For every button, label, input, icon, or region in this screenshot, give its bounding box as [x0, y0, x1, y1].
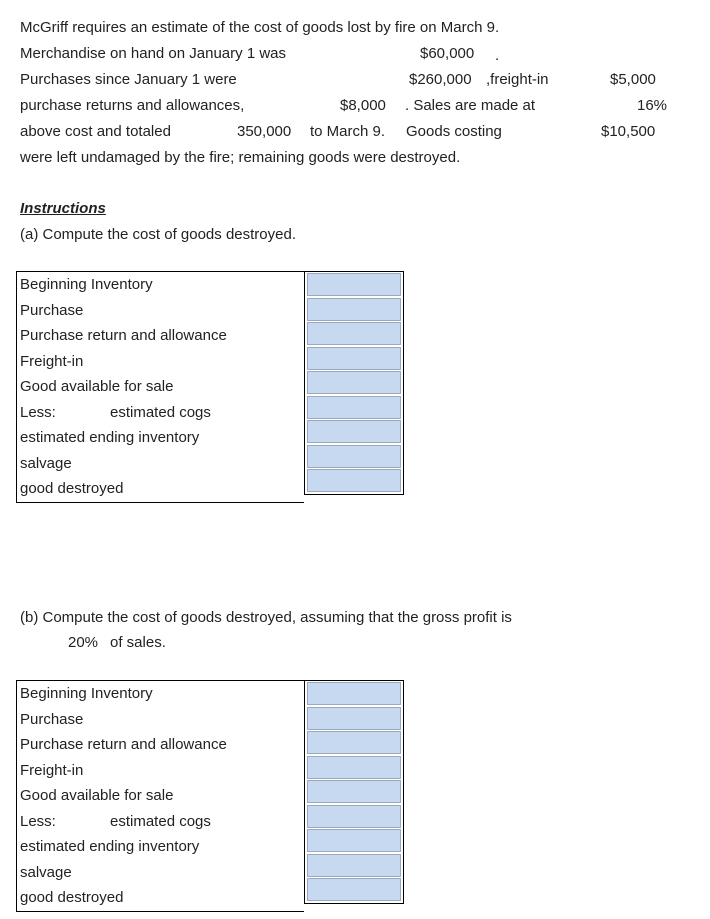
row-sublabel: estimated cogs: [110, 403, 211, 421]
input-cell-purchase[interactable]: [307, 707, 401, 730]
row-label: Purchase return and allowance: [20, 736, 227, 753]
input-cell-salvage[interactable]: [307, 445, 401, 468]
table-row: [17, 323, 304, 349]
input-cell-beginning-inventory[interactable]: [307, 273, 401, 296]
table-row: [17, 451, 304, 477]
row-label: good destroyed: [20, 889, 124, 906]
input-cell-purchase[interactable]: [307, 298, 401, 321]
problem-line-1: McGriff requires an estimate of the cost of goods lost by fire on March 9.: [20, 19, 500, 36]
row-label: Purchase return and allowance: [20, 327, 227, 344]
dot-mark: .: [495, 47, 500, 64]
table-row: [17, 298, 304, 324]
table-row: [17, 732, 304, 758]
row-label: Good available for sale: [20, 378, 174, 395]
input-cell-ending-inventory[interactable]: [307, 829, 401, 852]
input-cell-freight-in[interactable]: [307, 756, 401, 779]
table-row: [17, 374, 304, 400]
input-cell-salvage[interactable]: [307, 854, 401, 877]
returns-value: $8,000: [340, 97, 386, 114]
row-label: Beginning Inventory: [20, 276, 153, 293]
freight-in-value: $5,000: [610, 71, 656, 88]
problem-line-6: were left undamaged by the fire; remaining goods were destroyed.: [20, 149, 461, 166]
returns-label: purchase returns and allowances,: [20, 97, 245, 114]
table-row: [17, 681, 304, 707]
table-row: [17, 860, 304, 886]
input-cell-beginning-inventory[interactable]: [307, 682, 401, 705]
table-a-input-column: [304, 271, 404, 495]
table-row: [17, 476, 304, 502]
input-cell-goods-available[interactable]: [307, 780, 401, 803]
row-label: Less:: [20, 403, 56, 421]
table-row: [17, 707, 304, 733]
markup-value: 16%: [637, 97, 668, 114]
input-cell-freight-in[interactable]: [307, 347, 401, 370]
input-cell-purchase-return[interactable]: [307, 731, 401, 754]
input-cell-goods-destroyed[interactable]: [307, 469, 401, 492]
table-row: [17, 425, 304, 451]
table-row: [17, 272, 304, 298]
table-b-labels: [16, 680, 304, 912]
purchases-label: Purchases since January 1 were: [20, 71, 237, 88]
undamaged-value: $10,500: [601, 123, 656, 140]
instructions-heading: Instructions: [20, 200, 106, 217]
part-b-text: (b) Compute the cost of goods destroyed, assuming that the gross profit is: [20, 609, 512, 626]
row-label: Beginning Inventory: [20, 685, 153, 702]
freight-in-label: ,freight-in: [486, 71, 549, 88]
row-label: Purchase: [20, 301, 84, 319]
part-b-rest: of sales.: [110, 634, 166, 651]
row-label: estimated ending inventory: [20, 838, 200, 855]
table-row: [17, 400, 304, 426]
table-row: [17, 834, 304, 860]
to-march-text: to March 9.: [310, 123, 386, 140]
input-cell-purchase-return[interactable]: [307, 322, 401, 345]
row-label: good destroyed: [20, 480, 124, 497]
row-label: estimated ending inventory: [20, 429, 200, 446]
table-row: [17, 783, 304, 809]
input-cell-estimated-cogs[interactable]: [307, 396, 401, 419]
row-label: Good available for sale: [20, 787, 174, 804]
table-row: [17, 349, 304, 375]
sales-total-value: 350,000: [237, 123, 292, 140]
table-row: [17, 885, 304, 911]
table-row: [17, 758, 304, 784]
merchandise-value: $60,000: [420, 45, 475, 62]
merchandise-label: Merchandise on hand on January 1 was: [20, 45, 287, 62]
input-cell-goods-available[interactable]: [307, 371, 401, 394]
table-a-labels: [16, 271, 304, 503]
table-b-input-column: [304, 680, 404, 904]
row-label: Freight-in: [20, 761, 84, 779]
table-row: [17, 809, 304, 835]
row-sublabel: estimated cogs: [110, 812, 211, 830]
row-label: salvage: [20, 863, 72, 881]
row-label: salvage: [20, 454, 72, 472]
input-cell-estimated-cogs[interactable]: [307, 805, 401, 828]
sales-made-text: . Sales are made at: [405, 97, 536, 114]
input-cell-ending-inventory[interactable]: [307, 420, 401, 443]
sales-total-label: above cost and totaled: [20, 123, 171, 140]
part-b-percent: 20%: [68, 634, 99, 651]
goods-costing-text: Goods costing: [406, 123, 502, 140]
part-a-text: (a) Compute the cost of goods destroyed.: [20, 226, 296, 243]
purchases-value: $260,000: [409, 71, 472, 88]
row-label: Less:: [20, 812, 56, 830]
row-label: Purchase: [20, 710, 84, 728]
input-cell-goods-destroyed[interactable]: [307, 878, 401, 901]
row-label: Freight-in: [20, 352, 84, 370]
